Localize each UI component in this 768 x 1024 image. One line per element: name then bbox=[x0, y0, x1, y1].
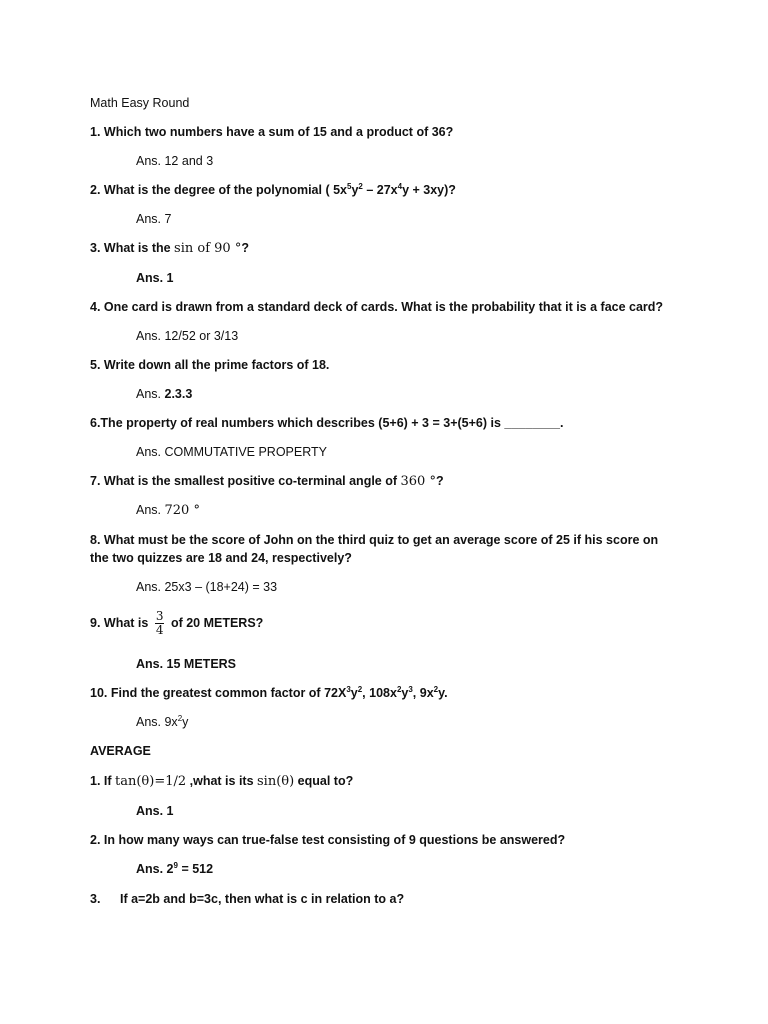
easy-answer-2: Ans. 7 bbox=[136, 212, 172, 226]
easy-question-3: 3. What is the sin of 90 °? bbox=[90, 241, 249, 256]
easy-question-10: 10. Find the greatest common factor of $72X^3y^2$, $108x^2y^3$, $9x^2y$. bbox=[90, 685, 448, 700]
easy-answer-6: Ans. COMMUTATIVE PROPERTY bbox=[136, 445, 327, 459]
easy-question-5: 5. Write down all the prime factors of 18. bbox=[90, 358, 330, 372]
easy-answer-7: Ans. 720 ° bbox=[136, 503, 200, 518]
average-answer-2: Ans. $2^9 = 512$ bbox=[136, 861, 214, 876]
average-question-2: 2. In how many ways can true-false test consisting of 9 questions be answered? bbox=[90, 833, 566, 847]
easy-answer-4: Ans. 12/52 or 3/13 bbox=[136, 329, 239, 343]
easy-question-8: 8. What must be the score of John on the third quiz to get an average score of 25 if his score on the two quizzes are 18 and 24, respectively? bbox=[90, 533, 659, 565]
math-expression: tan(θ)=1/2 bbox=[115, 774, 187, 789]
easy-question-6: 6.The property of real numbers which describes (5+6) + 3 = 3+(5+6) is ________. bbox=[90, 416, 564, 430]
easy-answer-10: Ans. $9x^2y$ bbox=[136, 714, 189, 729]
easy-question-4: 4. One card is drawn from a standard deck of cards. What is the probability that it is a face card? bbox=[90, 300, 664, 314]
easy-question-1: 1. Which two numbers have a sum of 15 and a product of 36? bbox=[90, 125, 454, 139]
easy-answer-1: Ans. 12 and 3 bbox=[136, 154, 214, 168]
easy-question-9: 9. What is $\frac{3}{4}$ of 20 METERS? bbox=[90, 609, 264, 638]
average-answer-1: Ans. 1 bbox=[136, 804, 174, 818]
easy-question-7: 7. What is the smallest positive co-terminal angle of 360 °? bbox=[90, 474, 444, 489]
average-question-3: 3. If a=2b and b=3c, then what is c in relation to a? bbox=[90, 892, 405, 906]
easy-answer-5: Ans. 2.3.3 bbox=[136, 387, 193, 401]
easy-answer-9: Ans. 15 METERS bbox=[136, 657, 237, 671]
fraction: $\frac{3}{4}$ bbox=[155, 609, 164, 638]
easy-answer-3: Ans. 1 bbox=[136, 271, 174, 285]
page-title: Math Easy Round bbox=[90, 96, 190, 110]
easy-question-2: 2. What is the degree of the polynomial ( $5x^5y^2 - 27x^4y + 3xy$)? bbox=[90, 182, 456, 197]
math-expression: sin of 90 ° bbox=[174, 241, 242, 256]
section-heading-average: AVERAGE bbox=[90, 744, 151, 758]
math-expression: sin(θ) bbox=[257, 774, 295, 789]
easy-answer-8: Ans. 25x3 – (18+24) = 33 bbox=[136, 580, 278, 594]
math-expression: 360 ° bbox=[400, 474, 436, 489]
average-question-1: 1. If tan(θ)=1/2 ,what is its sin(θ) equal to? bbox=[90, 774, 354, 789]
